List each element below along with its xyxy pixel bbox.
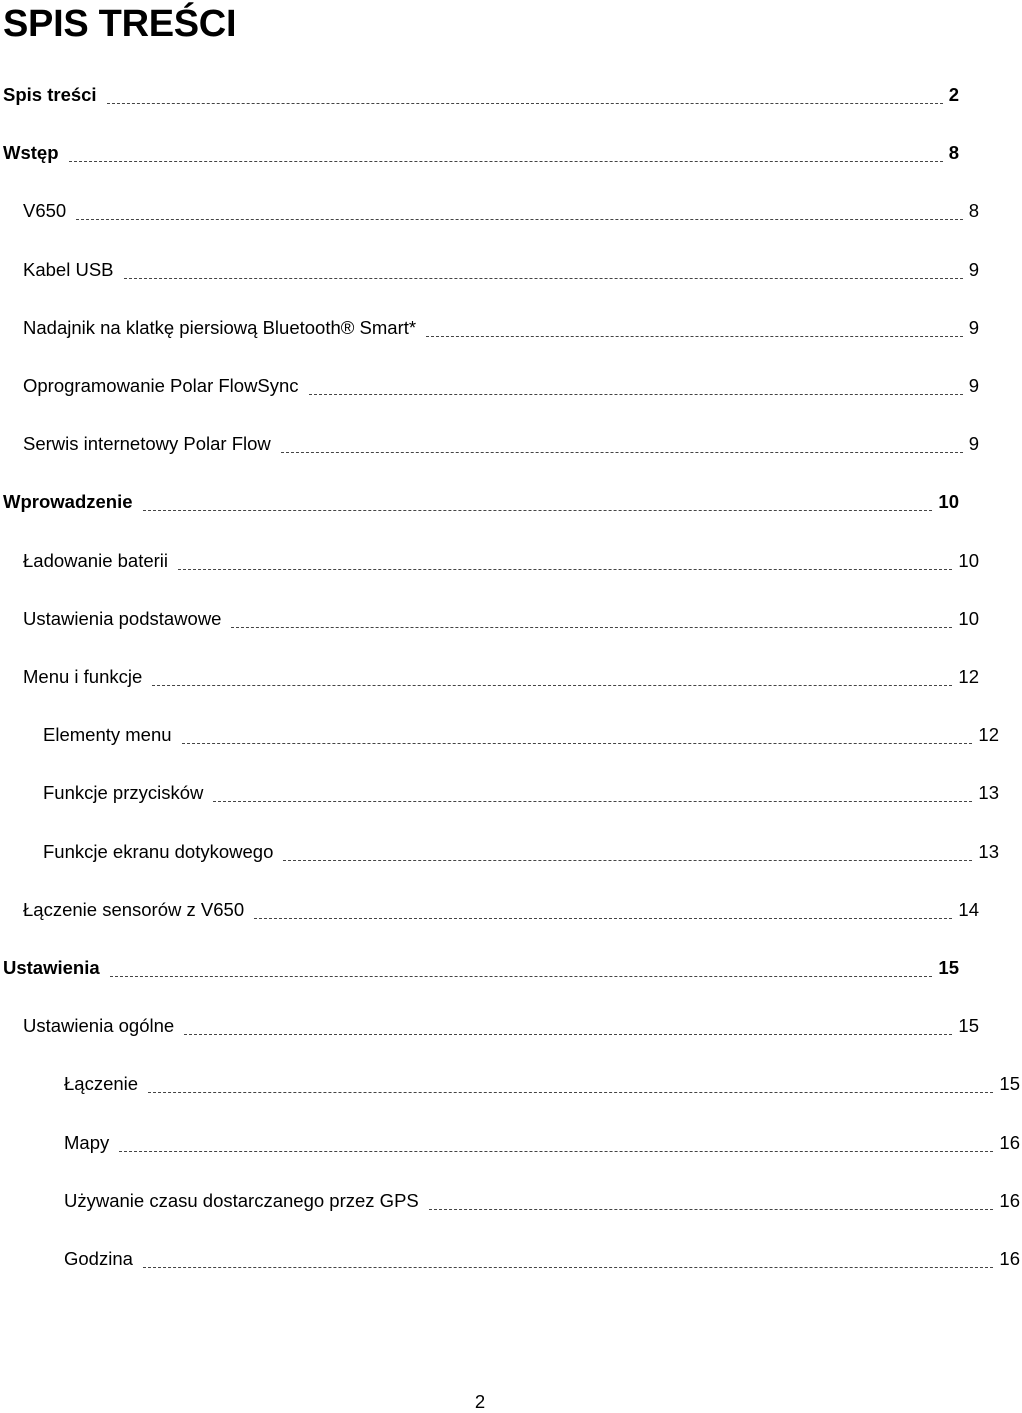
toc-entry[interactable] [0, 720, 1001, 746]
toc-entry-label: Kabel USB [23, 259, 114, 280]
toc-entry-label: Ustawienia ogólne [23, 1015, 175, 1036]
toc-dot-leader [231, 627, 952, 628]
toc-dot-leader [254, 918, 952, 919]
toc-dot-leader [110, 976, 933, 977]
toc-dot-leader [76, 219, 962, 220]
toc-dot-leader [148, 1092, 993, 1093]
toc-entry-label: Funkcje ekranu dotykowego [43, 841, 274, 862]
toc-entry[interactable] [0, 487, 961, 513]
toc-entry-label: Godzina [64, 1248, 133, 1269]
toc-dot-leader [143, 510, 933, 511]
toc-dot-leader [143, 1267, 994, 1268]
page-title: SPIS TREŚCI [3, 3, 237, 45]
toc-entry[interactable] [0, 313, 981, 339]
toc-entry-page-number: 10 [958, 550, 979, 571]
toc-entry[interactable] [0, 1186, 1022, 1212]
toc-dot-leader [281, 452, 963, 453]
toc-dot-leader [182, 743, 973, 744]
toc-entry[interactable] [0, 1011, 981, 1037]
toc-entry[interactable] [0, 80, 961, 106]
toc-entry[interactable] [0, 837, 1001, 863]
toc-entry[interactable] [0, 953, 961, 979]
toc-entry-label: Wprowadzenie [3, 491, 133, 512]
toc-entry[interactable] [0, 196, 981, 222]
toc-entry-label: Ustawienia podstawowe [23, 608, 222, 629]
toc-entry-page-number: 10 [958, 608, 979, 629]
toc-entry-label: Łączenie [64, 1073, 139, 1094]
toc-entry-label: Menu i funkcje [23, 666, 143, 687]
toc-entry-page-number: 9 [968, 259, 979, 280]
toc-entry-page-number: 15 [938, 957, 959, 978]
toc-entry-label: Oprogramowanie Polar FlowSync [23, 375, 299, 396]
toc-entry[interactable] [0, 604, 981, 630]
toc-entry-page-number: 16 [999, 1248, 1020, 1269]
toc-entry-label: Używanie czasu dostarczanego przez GPS [64, 1190, 419, 1211]
toc-entry-label: V650 [23, 200, 67, 221]
toc-dot-leader [213, 801, 972, 802]
toc-dot-leader [178, 569, 952, 570]
toc-dot-leader [309, 394, 963, 395]
toc-entry[interactable] [0, 546, 981, 572]
toc-entry-label: Ładowanie baterii [23, 550, 169, 571]
toc-entry-page-number: 14 [958, 899, 979, 920]
toc-dot-leader [119, 1151, 993, 1152]
toc-entry-label: Funkcje przycisków [43, 782, 204, 803]
toc-entry[interactable] [0, 255, 981, 281]
page-number: 2 [474, 1391, 486, 1412]
toc-entry-label: Mapy [64, 1132, 110, 1153]
toc-entry-page-number: 10 [938, 491, 959, 512]
toc-entry-page-number: 12 [958, 666, 979, 687]
toc-entry-page-number: 9 [968, 433, 979, 454]
toc-entry-page-number: 12 [978, 724, 999, 745]
toc-entry-page-number: 9 [968, 317, 979, 338]
toc-entry[interactable] [0, 1128, 1022, 1154]
toc-entry-label: Ustawienia [3, 957, 100, 978]
toc-dot-leader [429, 1209, 994, 1210]
toc-entry[interactable] [0, 1069, 1022, 1095]
toc-entry-page-number: 8 [948, 142, 959, 163]
toc-entry-label: Łączenie sensorów z V650 [23, 899, 245, 920]
toc-dot-leader [124, 278, 963, 279]
toc-dot-leader [69, 161, 943, 162]
toc-dot-leader [152, 685, 952, 686]
toc-dot-leader [107, 103, 943, 104]
toc-entry-label: Elementy menu [43, 724, 172, 745]
toc-entry-page-number: 9 [968, 375, 979, 396]
toc-entry[interactable] [0, 662, 981, 688]
toc-entry[interactable] [0, 895, 981, 921]
toc-entry-page-number: 13 [978, 782, 999, 803]
toc-entry-label: Serwis internetowy Polar Flow [23, 433, 271, 454]
toc-entry-page-number: 15 [958, 1015, 979, 1036]
toc-entry-page-number: 16 [999, 1190, 1020, 1211]
toc-entry-page-number: 16 [999, 1132, 1020, 1153]
toc-entry-label: Spis treści [3, 84, 97, 105]
toc-entry-label: Nadajnik na klatkę piersiową Bluetooth® Smart* [23, 317, 417, 338]
toc-entry-label: Wstęp [3, 142, 59, 163]
toc-dot-leader [184, 1034, 952, 1035]
toc-entry[interactable] [0, 371, 981, 397]
toc-entry[interactable] [0, 138, 961, 164]
toc-entry[interactable] [0, 778, 1001, 804]
toc-entry-page-number: 8 [968, 200, 979, 221]
toc-entry-page-number: 2 [948, 84, 959, 105]
toc-entry-page-number: 13 [978, 841, 999, 862]
toc-entry[interactable] [0, 429, 981, 455]
toc-dot-leader [426, 336, 963, 337]
toc-entry-page-number: 15 [999, 1073, 1020, 1094]
toc-dot-leader [283, 860, 972, 861]
toc-entry[interactable] [0, 1244, 1022, 1270]
